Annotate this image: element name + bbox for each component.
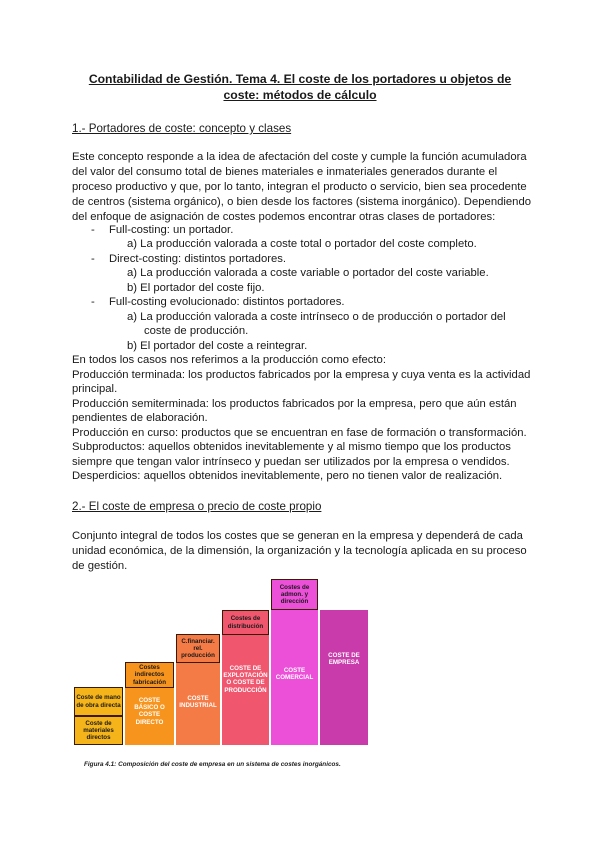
label-coste-empresa: COSTE DE EMPRESA: [328, 652, 360, 667]
figure-caption: Figura 4.1: Composición del coste de empresa en un sistema de costes inorgánicos.: [84, 761, 341, 768]
list-item-direct-costing: Direct-costing: distintos portadores.: [109, 253, 287, 265]
box-indirectos: Costes indirectos fabricación: [125, 662, 174, 688]
box-mano-obra: Coste de mano de obra directa: [74, 687, 123, 716]
box-financieros: C.financiar. rel. producción: [176, 634, 220, 663]
list-subitem: a) La producción valorada a coste variable o portador del coste variable.: [127, 267, 489, 279]
section-1-heading: 1.- Portadores de coste: concepto y clases: [72, 122, 292, 135]
box-admon: Costes de admon. y dirección: [271, 579, 318, 610]
box-materiales: Coste de materiales directos: [74, 716, 123, 745]
title-line-2: coste: métodos de cálculo: [223, 88, 377, 102]
list-item-evolucionado: Full-costing evolucionado: distintos portadores.: [109, 296, 345, 308]
list-subitem: b) El portador del coste fijo.: [127, 282, 265, 294]
text-line: principal.: [72, 383, 118, 395]
label-coste-comercial: COSTE COMERCIAL: [275, 667, 314, 682]
list-subitem: a) La producción valorada a coste total o portador del coste completo.: [127, 238, 477, 250]
list-dash: -: [91, 224, 95, 236]
list-subitem: b) El portador del coste a reintegrar.: [127, 340, 308, 352]
list-dash: -: [91, 296, 95, 308]
label-coste-explotacion: COSTE DE EXPLOTACIÓN O COSTE DE PRODUCCIÓN: [223, 665, 268, 694]
box-distribucion: Costes de distribución: [222, 610, 269, 635]
text-line: Producción terminada: los productos fabricados por la empresa y cuya venta es la actividad: [72, 369, 531, 381]
list-item-full-costing: Full-costing: un portador.: [109, 224, 234, 236]
label-coste-basico: COSTE BÁSICO O COSTE DIRECTO: [134, 697, 165, 726]
section-2-heading: 2.- El coste de empresa o precio de coste propio: [72, 500, 322, 513]
list-dash: -: [91, 253, 95, 265]
text-line: siempre que tengan valor intrínseco y puedan ser utilizados por la empresa o vendidos.: [72, 456, 510, 468]
section-2-intro: Conjunto integral de todos los costes que se generan en la empresa y dependerá de cada unidad económica, de la dimensión, la organización y la tecnología aplicada en su proceso de gestión.: [72, 530, 527, 572]
text-line: Producción en curso: productos que se encuentran en fase de formación o transformación.: [72, 427, 527, 439]
document-title: [70, 71, 530, 103]
list-subitem: a) La producción valorada a coste intrínseco o de producción o portador del: [127, 311, 506, 323]
text-line: Desperdicios: aquellos obtenidos inevitablemente, pero no tienen valor de realización.: [72, 470, 503, 482]
title-line-1: Contabilidad de Gestión. Tema 4. El coste de los portadores u objetos de: [88, 72, 512, 86]
cost-composition-figure: [72, 577, 372, 747]
text-line: pendientes de elaboración.: [72, 412, 208, 424]
column-coste-empresa: [320, 610, 368, 745]
text-line: Subproductos: aquellos obtenidos inevitablemente y al mismo tiempo que los productos: [72, 441, 511, 453]
text-line: Producción semiterminada: los productos fabricados por la empresa, pero que aún están: [72, 398, 517, 410]
list-subitem-continued: coste de producción.: [144, 325, 249, 337]
section-1-intro: Este concepto responde a la idea de afectación del coste y cumple la función acumuladora del valor del consumo total de bienes materiales e inmateriales generados durante el proceso productivo y que, por lo tanto, integran el producto o servicio, bien sea procedente de centros (sistema orgánico), o bien desde los factores (sistema inorgánico). Dependiendo del enfoque de asignación de costes podemos encontrar otras clases de portadores:: [72, 151, 532, 223]
label-coste-industrial: COSTE INDUSTRIAL: [179, 695, 217, 710]
text-line: En todos los casos nos referimos a la producción como efecto:: [72, 354, 386, 366]
